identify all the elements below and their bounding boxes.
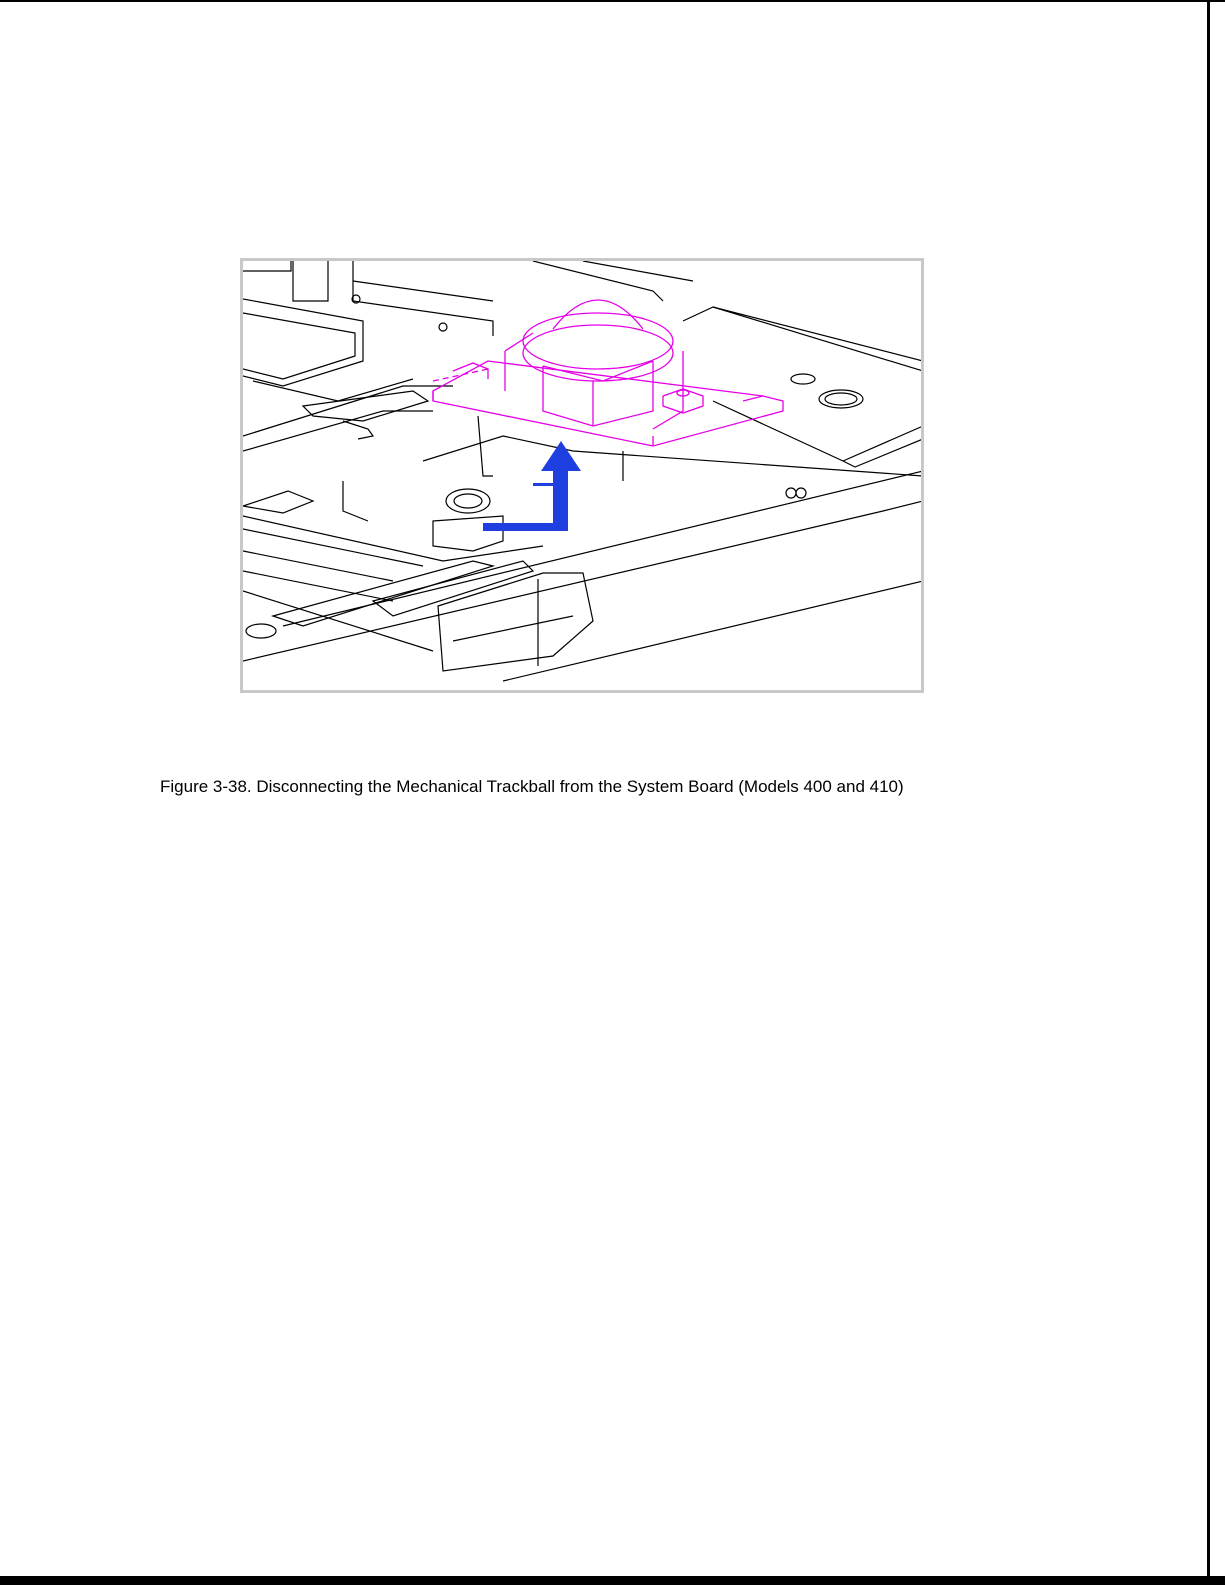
figure-illustration: [240, 258, 924, 693]
page-border-top: [0, 0, 1225, 2]
figure-caption: Figure 3-38. Disconnecting the Mechanical Trackball from the System Board (Models 400 and 410): [160, 777, 904, 796]
trackball-removal-illustration: [243, 261, 921, 690]
page-border-right: [1207, 0, 1210, 1585]
page-border-bottom: [0, 1576, 1225, 1585]
